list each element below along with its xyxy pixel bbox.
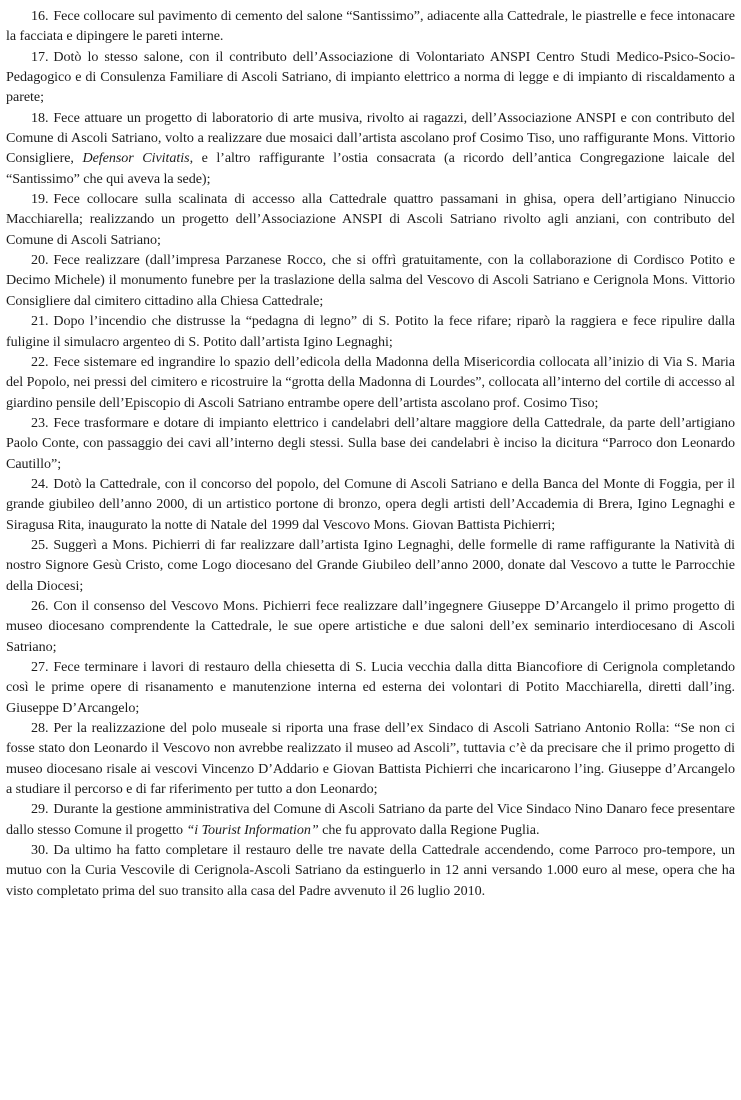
- italic-text: Defensor Civitatis: [82, 150, 190, 167]
- item-text: Fece trasformare e dotare di impianto elettrico i candelabri dell’altare maggiore della Cattedrale, da parte dell’artigiano Paolo Conte, con passaggio dei cavi all’interno degli stessi. Sulla base dei candelabri è inciso la dicitura “Parroco don Leonardo Cautillo”;: [6, 414, 735, 472]
- list-item: [6, 718, 735, 799]
- list-item: [6, 596, 735, 657]
- item-text: Con il consenso del Vescovo Mons. Pichierri fece realizzare dall’ingegnere Giuseppe D’Arcangelo il primo progetto di museo diocesano comprendente la Cattedrale, le sue opere artistiche e due saloni dell’ex seminario interdiocesano di Ascoli Satriano;: [6, 597, 735, 655]
- list-item: [6, 47, 735, 108]
- list-item: [6, 352, 735, 413]
- item-number: 23.: [31, 414, 49, 431]
- item-text: Fece sistemare ed ingrandire lo spazio dell’edicola della Madonna della Misericordia collocata all’inizio di Via S. Maria del Popolo, nei pressi del cimitero e ricostruire la “grotta della Madonna di Lourdes”, collocata all’interno del cortile di accesso al giardino pensile dell’Episcopio di Ascoli Satriano entrambe opere dell’artista ascolano prof. Cosimo Tiso;: [6, 353, 735, 411]
- item-number: 19.: [31, 191, 49, 208]
- item-text: , e l’altro raffigurante l’ostia consacrata (a ricordo dell’antica Congregazione laicale del “Santissimo” che qui aveva la sede);: [6, 150, 735, 187]
- item-text: Fece collocare sulla scalinata di accesso alla Cattedrale quattro passamani in ghisa, opera dell’artigiano Ninuccio Macchiarella; realizzando un progetto dell’Associazione ANSPI di Ascoli Satriano rivolto agli anziani, con contributo del Comune di Ascoli Satriano;: [6, 191, 735, 248]
- item-number: 20.: [31, 252, 49, 269]
- item-number: 27.: [31, 659, 49, 675]
- item-number: 28.: [31, 720, 49, 737]
- item-number: 24.: [31, 475, 49, 492]
- item-text: Dotò lo stesso salone, con il contributo dell’Associazione di Volontariato ANSPI Centro Studi Medico-Psico-Socio-Pedagogico e di Consulenza Familiare di Ascoli Satriano, di impianto elettrico a norma di legge e di impianto di riscaldamento a parete;: [6, 48, 735, 106]
- item-text: Fece realizzare (dall’impresa Parzanese Rocco, che si offrì gratuitamente, con la collaborazione di Cordisco Potito e Decimo Michele) il monumento funebre per la traslazione della salma del Vescovo di Ascoli Satriano e Cerignola Mons. Vittorio Consigliere dal cimitero cittadino alla Chiesa Cattedrale;: [6, 252, 735, 309]
- list-item: [6, 250, 735, 311]
- list-item: [6, 799, 735, 840]
- list-item: [6, 6, 735, 47]
- item-number: 25.: [31, 536, 49, 553]
- item-number: 17.: [31, 48, 49, 65]
- list-item: [6, 840, 735, 901]
- list-item: [6, 474, 735, 535]
- item-number: 30.: [31, 842, 49, 859]
- list-item: [6, 657, 735, 718]
- item-number: 18.: [31, 109, 49, 126]
- item-text: Fece attuare un progetto di laboratorio di arte musiva, rivolto ai ragazzi, dell’Associazione ANSPI e con contributo del Comune di Ascoli Satriano, volto a realizzare due mosaici dall’artista ascolano prof Cosimo Tiso, uno raffigurante Mons. Vittorio Consigliere,: [6, 109, 735, 167]
- item-text: Fece collocare sul pavimento di cemento del salone “Santissimo”, adiacente alla Cattedrale, le piastrelle e fece intonacare la facciata e dipingere le pareti interne.: [6, 8, 735, 45]
- item-number: 29.: [31, 801, 49, 818]
- item-text: che fu approvato dalla Regione Puglia.: [318, 821, 540, 838]
- item-text: Suggerì a Mons. Pichierri di far realizzare dall’artista Igino Legnaghi, delle formelle di rame raffigurante la Natività di nostro Signore Gesù Cristo, come Logo diocesano del Grande Giubileo dell’anno 2000, donate dal Vescovo a tutte le Parrocchie della Diocesi;: [6, 536, 735, 594]
- list-item: [6, 189, 735, 250]
- item-text: Da ultimo ha fatto completare il restauro delle tre navate della Cattedrale accendendo, come Parroco pro-tempore, un mutuo con la Curia Vescovile di Cerignola-Ascoli Satriano da estinguerlo in 12 anni versando 1.000 euro al mese, opera che ha visto completato prima del suo transito alla casa del Padre avvenuto il 26 luglio 2010.: [6, 842, 735, 899]
- list-item: [6, 413, 735, 474]
- item-text: Dotò la Cattedrale, con il concorso del popolo, del Comune di Ascoli Satriano e della Banca del Monte di Foggia, per il grande giubileo dell’anno 2000, di un artistico portone di bronzo, opera degli artisti dell’Accademia di Brera, Igino Legnaghi e Siragusa Rita, inaugurato la notte di Natale del 1999 dal Vescovo Mons. Giovan Battista Pichierri;: [6, 475, 735, 533]
- numbered-list: [6, 6, 735, 901]
- italic-text: “i Tourist Information”: [186, 821, 319, 838]
- list-item: [6, 108, 735, 189]
- item-text: Per la realizzazione del polo museale si riporta una frase dell’ex Sindaco di Ascoli Satriano Antonio Rolla: “Se non ci fosse stato don Leonardo il Vescovo non avrebbe realizzato il museo ad Ascoli”, tuttavia c’è da precisare che il primo progetto di museo diocesano risale ai vescovi Vincenzo D’Addario e Giovan Battista Pichierri che incaricarono l’ing. Giuseppe d’Arcangelo a studiare il percorso e di far riferimento per tutto a don Leonardo;: [6, 720, 735, 798]
- item-number: 21.: [31, 313, 49, 330]
- item-number: 26.: [31, 597, 49, 614]
- item-number: 22.: [31, 353, 49, 370]
- list-item: [6, 535, 735, 596]
- item-text: Durante la gestione amministrativa del Comune di Ascoli Satriano da parte del Vice Sindaco Nino Danaro fece presentare dallo stesso Comune il progetto: [6, 801, 735, 838]
- item-text: Dopo l’incendio che distrusse la “pedagna di legno” di S. Potito la fece rifare; riparò la raggiera e fece ripulire dalla fuligine il simulacro argenteo di S. Potito dall’artista Igino Legnaghi;: [6, 313, 735, 350]
- item-number: 16.: [31, 8, 49, 24]
- item-text: Fece terminare i lavori di restauro della chiesetta di S. Lucia vecchia dalla ditta Biancofiore di Cerignola completando così le prime opere di risanamento e manutenzione interna ed esterna dei volontari di Potito Macchiarella, diretti dall’ing. Giuseppe D’Arcangelo;: [6, 659, 735, 716]
- list-item: [6, 311, 735, 352]
